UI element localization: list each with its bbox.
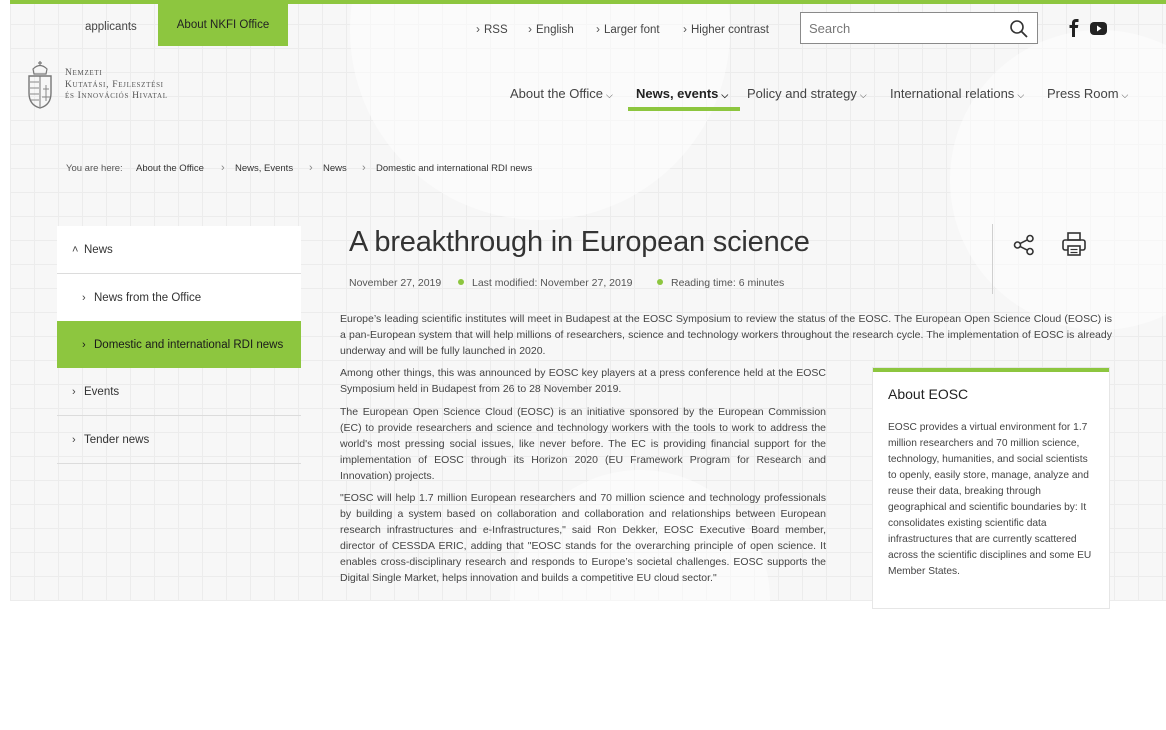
chevron-right-icon: › bbox=[72, 385, 76, 398]
search-box bbox=[800, 12, 1038, 44]
coat-of-arms-logo[interactable] bbox=[27, 61, 53, 114]
chevron-right-icon: › bbox=[221, 162, 225, 174]
sidebar-item-news-from-office[interactable]: › News from the Office bbox=[57, 274, 301, 321]
infobox-text: EOSC provides a virtual environment for 1.7 million researchers and 70 million science, technology, humanities, and social scientists to openly, easily store, manage, analyze and reuse their data, breaking through geographical and scientific boundaries by: It consolidates existing scientific data infrastructures that are currently scattered across the scientific disciplines and some EU Member States. bbox=[888, 422, 1092, 577]
about-eosc-box bbox=[873, 368, 1109, 608]
chevron-down-icon: ⌵ bbox=[606, 90, 613, 100]
applicants-link[interactable]: applicants bbox=[85, 21, 137, 33]
meta-separator-dot bbox=[458, 279, 464, 285]
rss-link[interactable]: › RSS bbox=[476, 22, 508, 36]
larger-font-link[interactable]: › Larger font bbox=[596, 22, 660, 36]
higher-contrast-link[interactable]: › Higher contrast bbox=[683, 22, 769, 36]
nav-news-events[interactable]: News, events ⌵ bbox=[636, 86, 729, 101]
article-paragraph: "EOSC will help 1.7 million European researchers and 70 million science and technology professionals by building a system based on collaboration and collaboration and relationships between European research infrastructures and e-Infrastructures," said Ron Dekker, EOSC Executive Board member, director of CESSDA ERIC, adding that "EOSC stands for the overarching principle of open science. It enables cross-disciplinary research and responds to Europe’s societal challenges. EOSC supports the Digital Single Market, helps innovation and builds a competitive EU cloud sector." bbox=[340, 492, 826, 584]
sidebar-item-domestic-international-news[interactable]: › Domestic and international RDI news bbox=[57, 321, 301, 368]
article-paragraph: Among other things, this was announced by EOSC key players at a press conference held at the EOSC Symposium held in Budapest from 26 to 28 November 2019. bbox=[340, 367, 826, 395]
chevron-right-icon: › bbox=[476, 22, 480, 36]
chevron-right-icon: › bbox=[362, 162, 366, 174]
about-office-tab[interactable]: About NKFI Office bbox=[158, 4, 288, 46]
sidebar-item-news[interactable]: ˄ News bbox=[57, 226, 301, 273]
sidebar-item-events[interactable]: › Events bbox=[72, 385, 120, 398]
divider bbox=[57, 463, 301, 464]
article-reading-time: Reading time: 6 minutes bbox=[671, 277, 785, 289]
chevron-down-icon: ⌵ bbox=[1017, 90, 1025, 100]
chevron-down-icon: ⌵ bbox=[721, 90, 729, 100]
breadcrumb-current: Domestic and international RDI news bbox=[376, 163, 533, 174]
meta-separator-dot bbox=[657, 279, 663, 285]
english-link[interactable]: › English bbox=[528, 22, 574, 36]
sidebar bbox=[57, 226, 301, 464]
article-paragraph: The European Open Science Cloud (EOSC) is an initiative sponsored by the European Commission (EC) to provide researchers and science and technology workers with the tools to work to address the world's most pressing social issues, like never before. The EC is providing financial support for the implementation of EOSC through its Horizon 2020 (EU Framework Program for Research and Innovation) projects. bbox=[340, 406, 826, 482]
institution-name[interactable]: Nemzeti Kutatási, Fejlesztési és Innovációs Hivatal bbox=[65, 68, 168, 101]
infobox-title: About EOSC bbox=[888, 386, 969, 402]
search-icon[interactable] bbox=[1009, 19, 1029, 44]
chevron-right-icon: › bbox=[528, 22, 532, 36]
chevron-right-icon: › bbox=[72, 433, 76, 446]
breadcrumb-about-office[interactable]: About the Office bbox=[136, 163, 204, 174]
active-nav-indicator bbox=[628, 107, 740, 111]
sidebar-item-tender-news[interactable]: › Tender news bbox=[72, 433, 150, 446]
chevron-right-icon: › bbox=[82, 291, 86, 304]
share-icon[interactable] bbox=[1013, 234, 1035, 261]
nav-about-office[interactable]: About the Office ⌵ bbox=[510, 86, 613, 101]
chevron-up-icon: ˄ bbox=[72, 243, 79, 256]
article-title: A breakthrough in European science bbox=[349, 226, 810, 258]
nav-policy-strategy[interactable]: Policy and strategy ⌵ bbox=[747, 86, 867, 101]
print-icon[interactable] bbox=[1061, 231, 1087, 262]
facebook-icon[interactable] bbox=[1068, 19, 1080, 42]
chevron-right-icon: › bbox=[82, 338, 86, 351]
breadcrumb-label: You are here: bbox=[66, 163, 123, 174]
breadcrumb-news[interactable]: News bbox=[323, 163, 347, 174]
youtube-icon[interactable] bbox=[1090, 22, 1107, 40]
nav-press-room[interactable]: Press Room ⌵ bbox=[1047, 86, 1129, 101]
header-divider bbox=[992, 224, 993, 294]
chevron-down-icon: ⌵ bbox=[1121, 90, 1129, 100]
chevron-right-icon: › bbox=[596, 22, 600, 36]
chevron-right-icon: › bbox=[683, 22, 687, 36]
article-paragraph: Europe’s leading scientific institutes will meet in Budapest at the EOSC Symposium to review the status of the EOSC. The European Open Science Cloud (EOSC) is a pan-European system that will help millions of researchers, science and technology workers throughout the research cycle. The implementation of EOSC is already underway and will be fully launched in 2020. bbox=[340, 313, 1112, 357]
chevron-right-icon: › bbox=[309, 162, 313, 174]
search-input[interactable] bbox=[801, 13, 1017, 43]
article-last-modified: Last modified: November 27, 2019 bbox=[472, 277, 633, 289]
breadcrumb-news-events[interactable]: News, Events bbox=[235, 163, 294, 174]
nav-international-relations[interactable]: International relations ⌵ bbox=[890, 86, 1025, 101]
chevron-down-icon: ⌵ bbox=[859, 90, 867, 100]
article-date: November 27, 2019 bbox=[349, 277, 442, 289]
